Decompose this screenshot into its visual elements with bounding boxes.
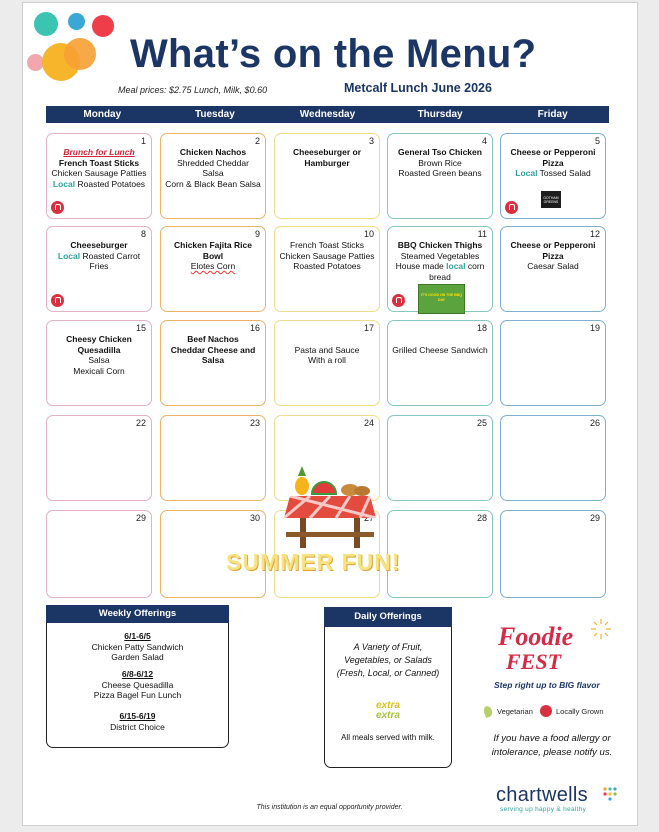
daily-offerings-box	[324, 616, 452, 768]
menu-subtitle: Metcalf Lunch June 2026	[344, 81, 492, 95]
calendar-day-cell-tuesday	[160, 415, 266, 501]
menu-items	[391, 240, 489, 282]
burger-icon-2	[354, 486, 370, 496]
day-number: 19	[589, 323, 600, 333]
weekly-offerings-box	[46, 612, 229, 748]
extra-logo-word-2: extra	[376, 710, 400, 721]
menu-item-text: Shredded Cheddar	[177, 157, 249, 168]
weekly-dates-1: 6/1-6/5	[124, 631, 151, 641]
foodie-fest-logo-word: Foodie	[498, 622, 574, 651]
bbq-sign-text: IT'S GOOD ON THE BBQ DAY	[421, 293, 462, 302]
menu-item-line	[50, 147, 148, 158]
day-number: 3	[368, 136, 374, 146]
day-number: 24	[363, 418, 374, 428]
day-number: 30	[249, 513, 260, 523]
equal-opportunity-footer: This institution is an equal opportunity provider.	[256, 804, 403, 811]
menu-item-text: Caesar Salad	[527, 261, 579, 271]
day-number: 10	[363, 229, 374, 239]
day-header-tuesday: Tuesday	[194, 109, 235, 120]
menu-items	[50, 240, 148, 272]
menu-item-line	[391, 240, 489, 251]
menu-item-line	[391, 261, 489, 282]
foodie-tagline: Step right up to BIG flavor	[494, 680, 600, 690]
day-number: 8	[140, 229, 146, 239]
calendar-day-cell-monday	[46, 320, 152, 406]
menu-item-line	[164, 158, 262, 169]
menu-item-text: Corn & Black Bean Salsa	[165, 178, 261, 189]
decor-dot-red	[92, 15, 114, 37]
day-header-row	[46, 106, 609, 123]
day-number: 29	[589, 513, 600, 523]
calendar-day-cell-friday	[500, 226, 606, 312]
menu-item-line	[278, 345, 376, 356]
menu-item-line	[278, 355, 376, 366]
menu-item-line	[504, 240, 602, 261]
calendar-day-cell-tuesday	[160, 320, 266, 406]
menu-item-text: Roasted Carrot Fries	[80, 250, 141, 271]
menu-item-line	[278, 251, 376, 262]
menu-items	[504, 240, 602, 272]
calendar-day-cell-wednesday	[274, 320, 380, 406]
menu-items	[164, 147, 262, 189]
extra-logo-word-1: extra	[376, 700, 400, 711]
menu-item-text: House made	[395, 261, 447, 271]
menu-item-text: Pasta and Sauce	[294, 344, 360, 355]
menu-item-line	[164, 345, 262, 366]
calendar-day-cell-thursday	[387, 133, 493, 219]
menu-item-line	[50, 334, 148, 355]
menu-item-line	[164, 334, 262, 345]
menu-item-text: Chicken Nachos	[179, 147, 247, 157]
day-number: 26	[589, 418, 600, 428]
menu-item-line	[504, 147, 602, 168]
menu-item-line	[164, 168, 262, 179]
menu-item-text: Grilled Cheese Sandwich	[392, 344, 488, 355]
menu-item-text: Brunch for Lunch	[63, 147, 135, 157]
menu-item-text: Elotes Corn	[190, 261, 236, 271]
day-number: 5	[594, 136, 600, 146]
calendar-day-cell-monday	[46, 415, 152, 501]
day-number: 2	[254, 136, 260, 146]
day-number: 28	[476, 513, 487, 523]
menu-items	[164, 334, 262, 366]
menu-item-line	[504, 261, 602, 272]
locally-grown-icon	[540, 705, 552, 717]
page-title: What’s on the Menu?	[130, 32, 537, 76]
menu-item-text: French Toast Sticks	[289, 240, 364, 250]
menu-item-text: Cheeseburger	[70, 240, 128, 250]
day-number: 12	[589, 229, 600, 239]
menu-item-line	[50, 251, 148, 272]
menu-item-line	[50, 240, 148, 251]
chartwells-tagline: serving up happy & healthy	[500, 806, 587, 813]
weekly-item: Garden Salad	[111, 652, 164, 662]
milk-note: All meals served with milk.	[341, 733, 435, 742]
menu-item-text: Local	[515, 168, 538, 178]
menu-item-line	[50, 366, 148, 377]
locally-grown-icon	[505, 201, 518, 214]
day-header-wednesday: Wednesday	[299, 109, 356, 120]
weekly-item: Pizza Bagel Fun Lunch	[93, 690, 182, 700]
menu-item-line	[50, 355, 148, 366]
menu-items	[278, 240, 376, 272]
menu-item-text: Local	[52, 178, 76, 189]
menu-item-text: French Toast Sticks	[58, 157, 140, 168]
watermelon-icon	[312, 482, 336, 494]
calendar-day-cell-wednesday	[274, 226, 380, 312]
menu-item-line	[164, 179, 262, 190]
day-number: 4	[481, 136, 487, 146]
menu-item-line	[278, 240, 376, 251]
day-number: 23	[249, 418, 260, 428]
chartwells-dots-icon	[602, 786, 618, 802]
weekly-dates-3: 6/15-6/19	[119, 711, 156, 721]
extra-extra-logo	[365, 701, 411, 721]
menu-item-text: Chicken Fajita Rice Bowl	[174, 240, 252, 261]
fireworks-icon	[590, 618, 612, 640]
menu-item-line	[278, 334, 376, 345]
menu-item-line	[504, 168, 602, 179]
weekly-item: Cheese Quesadilla	[101, 679, 174, 690]
calendar-day-cell-friday	[500, 415, 606, 501]
bbq-day-sign	[418, 284, 465, 314]
menu-item-line	[391, 168, 489, 179]
menu-item-text: corn bread	[429, 261, 485, 282]
day-number: 1	[140, 136, 146, 146]
locally-grown-icon	[392, 294, 405, 307]
weekly-dates-2: 6/8-6/12	[121, 669, 154, 679]
menu-item-text: General Tso Chicken	[398, 147, 482, 157]
menu-item-line	[278, 261, 376, 272]
menu-items	[504, 147, 602, 179]
menu-item-text: Chicken Sausage Patties	[279, 250, 375, 261]
weekly-item: District Choice	[110, 721, 165, 732]
menu-item-text: Roasted Potatoes	[75, 178, 146, 189]
menu-items	[50, 334, 148, 376]
menu-items	[50, 147, 148, 189]
legend-locally-grown: Locally Grown	[556, 707, 604, 716]
local-highlight: local	[446, 261, 466, 271]
day-number: 25	[476, 418, 487, 428]
calendar-day-cell-thursday	[387, 320, 493, 406]
calendar-day-cell-wednesday	[274, 133, 380, 219]
menu-item-text: Local	[57, 250, 81, 261]
menu-item-line	[164, 261, 262, 272]
picnic-bench	[286, 532, 374, 537]
day-number: 22	[135, 418, 146, 428]
menu-item-text: Chicken Sausage Patties	[51, 168, 147, 178]
weekly-entry-3	[47, 711, 228, 732]
locally-grown-icon	[51, 201, 64, 214]
menu-item-text: Cheese or Pepperoni Pizza	[510, 240, 596, 261]
decor-dot-blue	[68, 13, 85, 30]
calendar-day-cell-friday	[500, 133, 606, 219]
menu-item-line	[391, 158, 489, 169]
menu-item-text: Roasted Green beans	[398, 168, 482, 178]
day-header-thursday: Thursday	[417, 109, 463, 120]
menu-item-text: Brown Rice	[418, 157, 462, 168]
menu-item-text: Salsa	[88, 355, 110, 365]
menu-item-line	[391, 334, 489, 345]
menu-item-line	[391, 147, 489, 158]
menu-item-text: Cheese or Pepperoni Pizza	[510, 147, 596, 168]
weekly-offerings-header: Weekly Offerings	[46, 605, 229, 623]
weekly-entry-1	[47, 631, 228, 663]
menu-items	[278, 334, 376, 366]
daily-offerings-header: Daily Offerings	[324, 607, 452, 627]
day-number: 29	[135, 513, 146, 523]
menu-item-text: Mexicali Corn	[73, 365, 125, 376]
calendar-day-cell-friday	[500, 510, 606, 598]
weekly-item: Chicken Patty Sandwich	[91, 641, 184, 652]
menu-items	[164, 240, 262, 272]
menu-item-line	[278, 147, 376, 168]
legend-vegetarian: Vegetarian	[497, 707, 533, 716]
menu-item-text: Tossed Salad	[537, 168, 591, 178]
pineapple-icon	[295, 477, 309, 495]
menu-item-text: Cheddar Cheese and Salsa	[170, 344, 256, 365]
decor-dot-orange	[64, 38, 96, 70]
meal-prices: Meal prices: $2.75 Lunch, Milk, $0.60	[118, 85, 268, 95]
day-number: 15	[135, 323, 146, 333]
calendar-day-cell-thursday	[387, 226, 493, 312]
calendar-day-cell-friday	[500, 320, 606, 406]
day-number: 18	[476, 323, 487, 333]
foodie-fest-logo-fest: FEST	[506, 649, 562, 674]
menu-item-line	[50, 168, 148, 179]
daily-offerings-text: A Variety of Fruit, Vegetables, or Salads (Fresh, Local, or Canned)	[336, 642, 440, 678]
day-number: 16	[249, 323, 260, 333]
menu-item-line	[164, 147, 262, 158]
menu-item-text: Beef Nachos	[187, 334, 239, 344]
calendar-day-cell-monday	[46, 510, 152, 598]
calendar-day-cell-thursday	[387, 510, 493, 598]
day-number: 9	[254, 229, 260, 239]
picnic-table-illustration	[280, 462, 380, 552]
menu-item-text: BBQ Chicken Thighs	[397, 240, 483, 250]
calendar-day-cell-thursday	[387, 415, 493, 501]
locally-grown-icon	[51, 294, 64, 307]
menu-item-text: Cheeseburger or Hamburger	[292, 147, 362, 168]
decor-dot-teal	[34, 12, 58, 36]
menu-item-text: Steamed Vegetables	[400, 250, 480, 261]
calendar-day-cell-tuesday	[160, 226, 266, 312]
calendar-day-cell-monday	[46, 133, 152, 219]
calendar-day-cell-monday	[46, 226, 152, 312]
gotham-greens-logo: GOTHAM GREENS	[541, 191, 561, 208]
menu-item-line	[50, 179, 148, 190]
allergy-notice: If you have a food allergy or intolerance, please notify us.	[491, 733, 613, 758]
day-header-monday: Monday	[83, 109, 122, 120]
summer-fun-banner: SUMMER FUN!	[226, 549, 401, 575]
chartwells-logo: chartwells	[496, 784, 588, 806]
day-number: 17	[363, 323, 374, 333]
menu-item-text: Cheesy Chicken Quesadilla	[66, 334, 132, 355]
menu-item-line	[164, 240, 262, 261]
menu-item-line	[50, 158, 148, 169]
menu-item-text: Roasted Potatoes	[293, 261, 361, 271]
menu-item-line	[391, 345, 489, 356]
menu-items	[391, 334, 489, 355]
day-number: 11	[477, 229, 487, 239]
menu-items	[278, 147, 376, 168]
weekly-entry-2	[47, 669, 228, 701]
menu-item-text: With a roll	[308, 355, 346, 365]
menu-item-text: Salsa	[202, 168, 224, 178]
menu-item-line	[391, 251, 489, 262]
menu-items	[391, 147, 489, 179]
calendar-day-cell-tuesday	[160, 133, 266, 219]
day-header-friday: Friday	[537, 109, 568, 120]
